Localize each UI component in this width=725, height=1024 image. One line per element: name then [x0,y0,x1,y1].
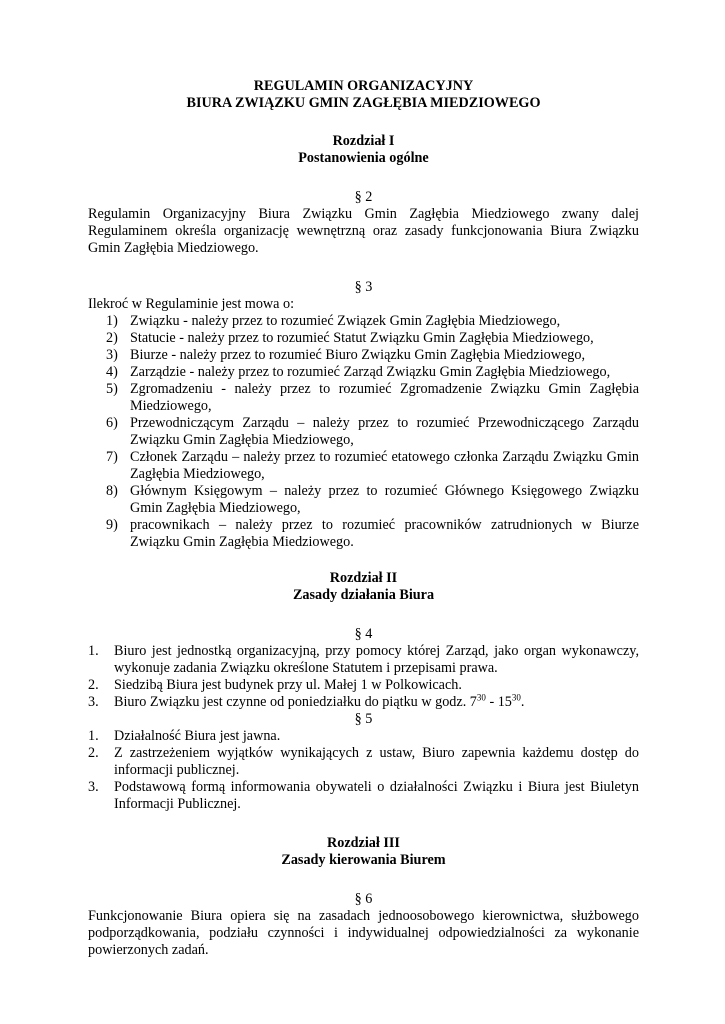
chapter-2-subtitle: Zasady działania Biura [292,587,435,603]
section-3-mark: § 3 [354,279,373,295]
list-item: 3. Biuro Związku jest czynne od poniedziałku do piątku w godz. $7^{30} - 15^{30}$. [88,692,525,710]
document-body [88,78,639,959]
list-item: 3. Podstawową formą informowania obywateli o działalności Związku i Biura jest Biuletyn Informacji Publicznej. [88,779,639,812]
section-5-list [88,728,639,813]
section-2-text: Regulamin Organizacyjny Biura Związku Gmin Zagłębia Miedziowego zwany dalej Regulaminem określa organizację wewnętrzną oraz zasady funkcjonowania Biura Związku Gmin Zagłębia Miedziowego. [88,206,639,256]
definitions-list [88,313,639,551]
chapter-3-title: Rozdział III [327,835,400,851]
chapter-1-title: Rozdział I [332,133,395,149]
doc-title-line-2: BIURA ZWIĄZKU GMIN ZAGŁĘBIA MIEDZIOWEGO [186,95,541,111]
list-item: 3) Biurze - należy przez to rozumieć Biuro Związku Gmin Zagłębia Miedziowego, [106,347,586,363]
list-item: 5) Zgromadzeniu - należy przez to rozumieć Zgromadzenie Związku Gmin Zagłębia Miedziowego, [106,381,639,414]
list-item: 7) Członek Zarządu – należy przez to rozumieć etatowego członka Zarządu Związku Gmin Zagłębia Miedziowego, [106,449,639,482]
section-4-list [88,643,639,711]
list-item: 4) Zarządzie - należy przez to rozumieć Zarząd Związku Gmin Zagłębia Miedziowego, [106,364,611,380]
chapter-1-subtitle: Postanowienia ogólne [298,150,429,166]
doc-title-line-1: REGULAMIN ORGANIZACYJNY [253,78,474,94]
section-3-intro: Ilekroć w Regulaminie jest mowa o: [88,296,295,312]
list-item: 2) Statucie - należy przez to rozumieć Statut Związku Gmin Zagłębia Miedziowego, [106,330,594,346]
section-4-mark: § 4 [354,626,373,642]
section-5-mark: § 5 [354,711,373,727]
list-item: 8) Głównym Księgowym – należy przez to rozumieć Głównego Księgowego Związku Gmin Zagłębia Miedziowego, [106,483,639,516]
section-2-mark: § 2 [354,189,373,205]
list-item: 6) Przewodniczącym Zarządu – należy przez to rozumieć Przewodniczącego Zarządu Związku Gmin Zagłębia Miedziowego, [106,415,639,448]
list-item: 1) Związku - należy przez to rozumieć Związek Gmin Zagłębia Miedziowego, [106,313,561,329]
opening-minutes: 30 [476,692,486,703]
list-item: 2. Z zastrzeżeniem wyjątków wynikających z ustaw, Biuro zapewnia każdemu dostęp do informacji publicznej. [88,745,639,778]
closing-minutes: 30 [511,692,521,703]
chapter-3-subtitle: Zasady kierowania Biurem [281,852,446,868]
list-item: 1. Biuro jest jednostką organizacyjną, przy pomocy której Zarząd, jako organ wykonawczy, wykonuje zadania Związku określone Statutem i przepisami prawa. [88,643,639,676]
chapter-2-title: Rozdział II [329,570,398,586]
list-item: 1. Działalność Biura jest jawna. [88,728,281,744]
list-item: 2. Siedzibą Biura jest budynek przy ul. Małej 1 w Polkowicach. [88,677,462,693]
section-6-text: Funkcjonowanie Biura opiera się na zasadach jednoosobowego kierownictwa, służbowego podporządkowania, podziału czynności i indywidualnej odpowiedzialności za wykonanie powierzonych zadań. [88,908,639,958]
section-6-mark: § 6 [354,891,373,907]
list-item: 9) pracownikach – należy przez to rozumieć pracowników zatrudnionych w Biurze Związku Gmin Zagłębia Miedziowego. [106,517,639,550]
